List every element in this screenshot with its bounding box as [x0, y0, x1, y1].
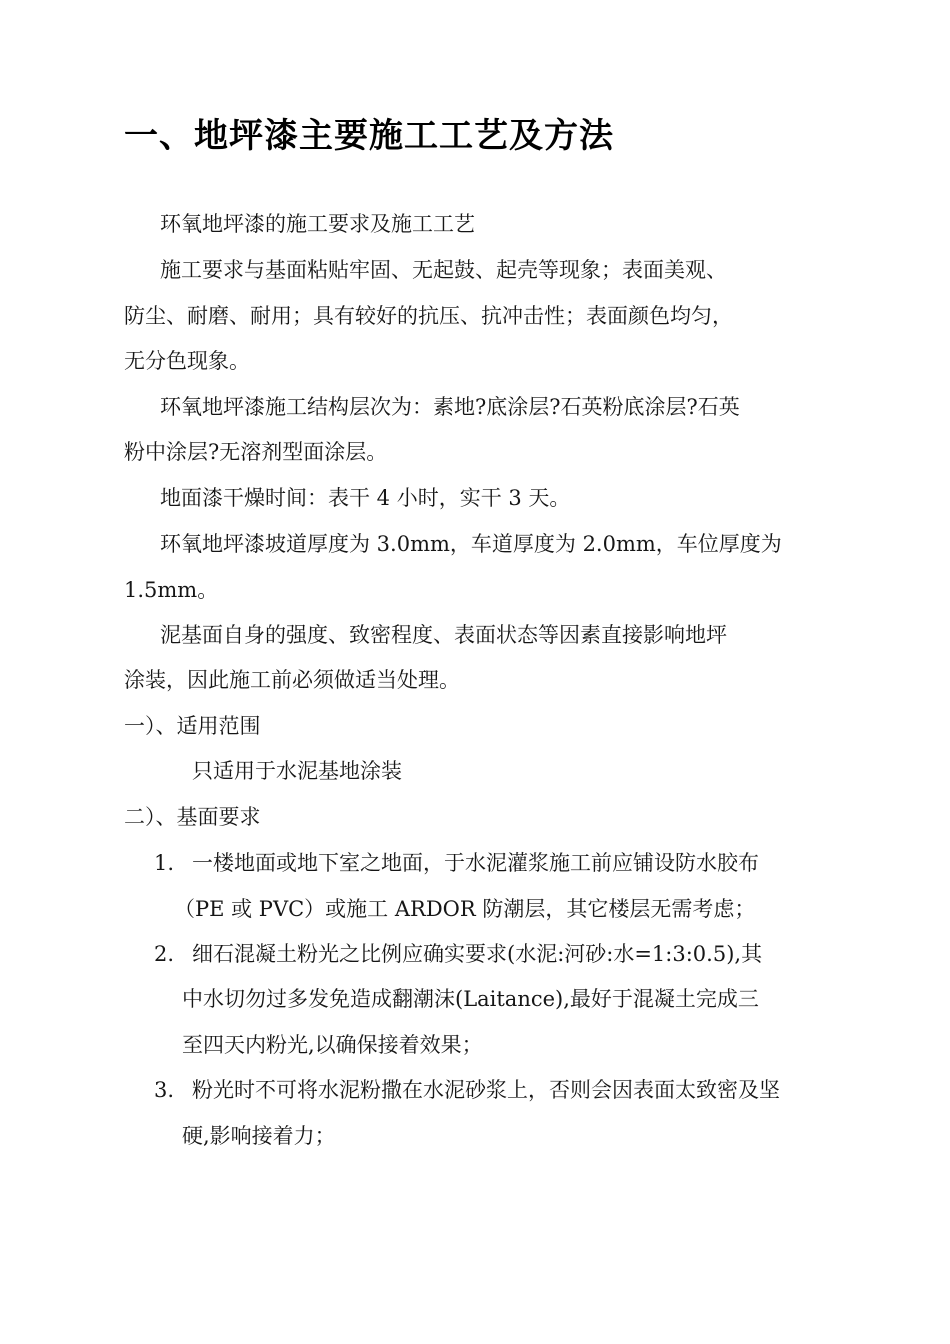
paragraph-line: 施工要求与基面粘贴牢固、无起鼓、起壳等现象；表面美观、: [160, 258, 727, 282]
list-item-line: 至四天内粉光,以确保接着效果；: [182, 1033, 483, 1057]
paragraph-line: 防尘、耐磨、耐用；具有较好的抗压、抗冲击性；表面颜色均匀，: [124, 304, 733, 328]
section-heading: 二）、基面要求: [124, 805, 261, 829]
paragraph-line: 环氧地坪漆坡道厚度为 3.0mm，车道厚度为 2.0mm，车位厚度为: [160, 532, 782, 556]
paragraph-line: 泥基面自身的强度、致密程度、表面状态等因素直接影响地坪: [160, 623, 727, 647]
section-content: 只适用于水泥基地涂装: [192, 759, 402, 783]
list-item-line: 一楼地面或地下室之地面，于水泥灌浆施工前应铺设防水胶布: [192, 851, 759, 875]
paragraph-line: 1.5mm。: [124, 578, 219, 602]
paragraph-line: 涂装，因此施工前必须做适当处理。: [124, 668, 460, 692]
list-item-line: 粉光时不可将水泥粉撒在水泥砂浆上，否则会因表面太致密及坚: [192, 1078, 780, 1102]
list-item-line: （PE 或 PVC）或施工 ARDOR 防潮层，其它楼层无需考虑；: [174, 897, 756, 921]
page-title: 一、地坪漆主要施工工艺及方法: [124, 116, 614, 156]
list-item-line: 细石混凝土粉光之比例应确实要求(水泥:河砂:水=1:3:0.5),其: [192, 942, 763, 966]
paragraph-line: 粉中涂层?无溶剂型面涂层。: [124, 440, 388, 464]
list-item-number: 1.: [154, 851, 175, 875]
paragraph-line: 无分色现象。: [124, 349, 250, 373]
list-item-number: 2.: [154, 942, 175, 966]
paragraph-line: 环氧地坪漆施工结构层次为：素地?底涂层?石英粉底涂层?石英: [160, 395, 740, 419]
list-item-line: 硬,影响接着力；: [182, 1124, 336, 1148]
paragraph-line: 地面漆干燥时间：表干 4 小时，实干 3 天。: [160, 486, 571, 510]
paragraph-line: 环氧地坪漆的施工要求及施工工艺: [160, 212, 475, 236]
list-item-number: 3.: [154, 1078, 175, 1102]
section-heading: 一）、适用范围: [124, 714, 261, 738]
list-item-line: 中水切勿过多发免造成翻潮沫(Laitance),最好于混凝土完成三: [182, 987, 759, 1011]
